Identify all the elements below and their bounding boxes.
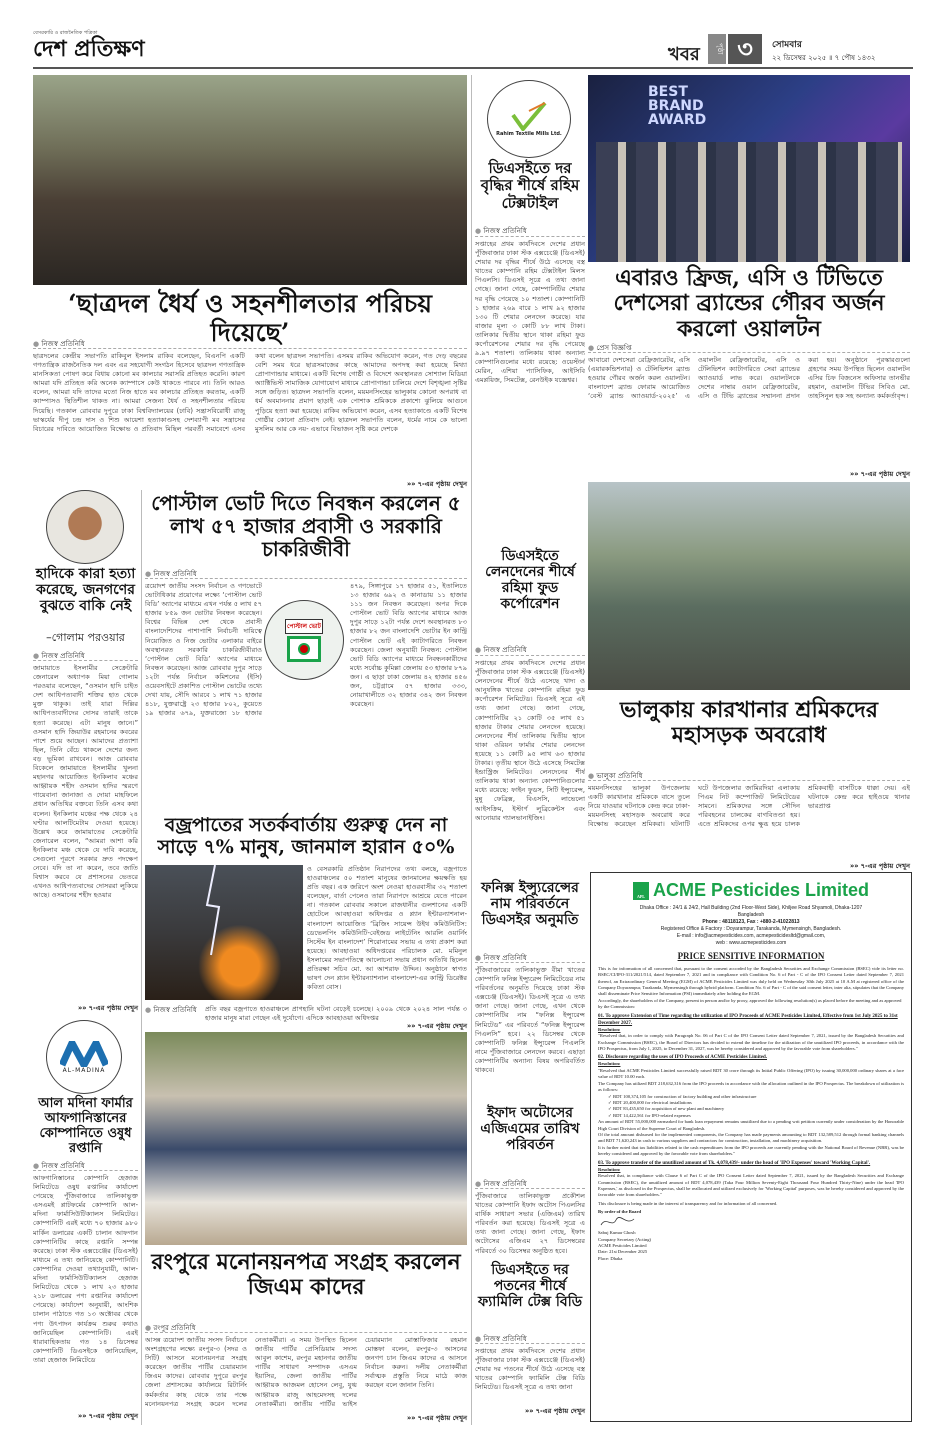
postal-body: ত্রয়োদশ জাতীয় সংসদ নির্বাচন ও গণভোটে ভোটাধিকার প্রয়োগের লক্ষ্যে ‘পোস্টাল ভোট বিডি’ অ্যাপের মাধ্যমে এখন পর্যন্ত ৫ লাখ ৫৭ হাজার ৮৫৯ জন ভোটার নিবন্ধন করেছেন। বিশ্বের বিভিন্ন দেশ থেকে প্রবাসী বাংলাদেশিদের পাশাপাশি নির্বাচনী দায়িত্বে নিয়োজিত ও নিজ ভোটার এলাকার বাইরে অবস্থানরত সরকারি চাকরিজীবীরাও ‘পোস্টাল ভোট বিডি’ অ্যাপের মাধ্যমে নিবন্ধন করেছেন। আজ রোববার দুপুর সাড়ে ১২টা পর্যন্ত নির্বাচন কমিশনের (ইসি) ওয়েবসাইটে প্রকাশিত পোস্টাল ভোটের তথ্যে দেখা যায়, সৌদি আরবে ১ লাখ ৭১ হাজার ৪১৮, যুক্তরাষ্ট্রে ২৩ হাজার ৮০২, কুয়েতে ১৯ হাজার ৬৭৯, যুক্তরাজ্যে ১৮ হাজার ৪৭৯, সিঙ্গাপুরে ১৭ হাজার ৫১, ইতালিতে ১৩ হাজার ৬৯২ ও কানাডায় ১১ হাজার ১১১ জন নিবন্ধন করেছেন। অপর দিকে পোস্টাল ভোট বিডি অ্যাপের মাধ্যমে আজ দুপুর সাড়ে ১২টা পর্যন্ত দেশে অবস্থানরত ৮৩ হাজার ৮২ জন বাংলাদেশি ভোটার ইন কান্ট্রি পোস্টাল ভোট এই ক্যাটাগরিতে নিবন্ধন করেছেন। জেলা অনুযায়ী নিবন্ধন: পোস্টাল ভোট বিডি অ্যাপের মাধ্যমে নিবন্ধনকারীদের মধ্যে সর্বোচ্চ কুমিল্লা জেলায় ৫৩ হাজার ৮৭৯ জন। এ ছাড়া ঢাকা জেলায় ৪২ হাজার ৪৫৬ জন, চট্টগ্রামে ৫৭ হাজার ৩৩৩, নোয়াখালীতে ৩২ হাজার ৩৪২ জন নিবন্ধন করেছেন। bbox=[145, 578, 467, 812]
ballot-box-icon bbox=[287, 636, 321, 662]
rahima-body: সপ্তাহের প্রথম কার্যদিবসে দেশের প্রধান পুঁজিবাজার ঢাকা স্টক এক্সচেঞ্জে (ডিএসই) লেনদেনের শীর্ষে উঠে এসেছে খাদ্য ও আনুষঙ্গিক খাতের কোম্পানি রহিমা ফুড কর্পোরেশন লিমিটেড। ডিএসই সূত্রে এই তথ্য জানা গেছে। জানা গেছে, কোম্পানিটির ২১ কোটি ৩৫ লাখ ৫১ হাজার টাকার শেয়ার লেনদেন হয়েছে। লেনদেনের শীর্ষ তালিকায় দ্বিতীয় স্থানে থাকা ওরিয়ন ফার্মার শেয়ার লেনদেন হয়েছে ১১ কোটি ৯৫ লাখ ৬৩ হাজার টাকার। তৃতীয় স্থানে উঠে এসেছে সিমটেক্স ইন্ডাস্ট্রিজ লিমিটেড। লেনদেনের শীর্ষ তালিকায় থাকা অন্যান্য কোম্পানিগুলোর মধ্যে রয়েছে: ফাইন ফুডস, সিটি ইন্স্যুরেন্স, মুন্নু ফেব্রিক্স, বিএসসি, লাভেলো আইসক্রিম, ইস্টার্ণ লুব্রিকেন্টস এবং আনোয়ার গ্যালভানাইজিং। bbox=[475, 655, 585, 875]
rangpur-byline: ● রংপুর প্রতিনিধি bbox=[145, 1322, 196, 1334]
utilization-item: ✓ BDT 100,374,105 for construction of factory building and other infrastructure bbox=[608, 1093, 757, 1099]
ifad-body: পুঁজিবাজারে তালিকাভুক্ত প্রকৌশল খাতের কোম্পানি ইফাদ অটোস পিএলসির বার্ষিক সাধারণ সভার (এজিএম) তারিখ পরিবর্তন করা হয়েছে। ডিএসই সূত্রে এ তথ্য জানা গেছে। জানা গেছে, ইফাদ অটোসের এজিএম ২৭ ডিসেম্বরের পরিবর্তে ৩০ ডিসেম্বর অনুষ্ঠিত হবে। bbox=[475, 1188, 585, 1258]
family-tex-body: সপ্তাহের প্রথম কার্যদিবসে দেশের প্রধান পুঁজিবাজার ঢাকা স্টক এক্সচেঞ্জে (ডিএসই) শেয়ার দর পতনের শীর্ষে উঠে এসেছে বস্ত্র খাতের কোম্পানি ফ্যামিলি টেক্স বিডি লিমিটেড। ডিএসই সূত্রে এ তথ্য জানা bbox=[475, 1343, 585, 1405]
phoenix-headline: ফনিক্স ইন্স্যুরেন্সের নাম পরিবর্তনে ডিএসইর অনুমতি bbox=[481, 880, 579, 929]
al-madina-headline: আল মদিনা ফার্মার আফগানিস্তানের কোম্পানিতে ওষুধ রপ্তানি bbox=[38, 1096, 133, 1156]
utilization-item: ✓ BDT 14,422,561 for IPO-related expenses bbox=[608, 1112, 691, 1118]
lightning-headline: বজ্রপাতের সতর্কবার্তায় গুরুত্ব দেন না সাড়ে ৭% মানুষ, জানমাল হারান ৫০% bbox=[157, 814, 455, 858]
continue-link[interactable]: »» ৭-এর পৃষ্ঠায় দেখুন bbox=[406, 480, 467, 488]
protest-body: ময়মনসিংহের ভালুকা উপজেলায় একটি কারখানার শ্রমিককে বাসে তুলে নিয়ে যাওয়ার ঘটনাকে কেন্দ্র করে ঢাকা-ময়মনসিংহ মহাসড়ক অবরোধ করে বিক্ষোভ করেছেন শ্রমিকরা। ঘটনাটি ঘটে উপজেলার জামিরদিয়া এলাকায় পিএম নিট কম্পোজিট লিমিটেডের সামনে। শ্রমিকদের সঙ্গে সৌদিন পরিবহনের চালকের বাগবিতণ্ডা হয়। এতে শ্রমিকদের ওপর ক্ষুব্ধ হয়ে চালক শ্রমিকবাহী বাসটিকে ধাক্কা দেয়। এই ঘটনাকে কেন্দ্র করে হাইওয়ে থানার ভারপ্রাপ্ত bbox=[588, 780, 910, 862]
page-word: পৃষ্ঠা bbox=[708, 34, 726, 64]
newspaper-logo: দেশ প্রতিক্ষণ bbox=[33, 36, 145, 62]
postal-vote-headline: পোস্টাল ভোট দিতে নিবন্ধন করলেন ৫ লাখ ৫৭ হাজার প্রবাসী ও সরকারি চাকরিজীবী bbox=[151, 491, 461, 561]
continue-link[interactable]: »» ৭-এর পৃষ্ঠায় দেখুন bbox=[849, 862, 910, 870]
page-number: ৩ bbox=[728, 34, 762, 64]
psi-resolution-2c: An amount of BDT 55,000,000 earmarked for bank loan repayment remains unutilized due to a pending writ petition currently under consideration by the Honorable High Court Division of the Supreme Court of Bangladesh. bbox=[598, 1119, 904, 1131]
psi-resolution-2e: It is further noted that tax liabilities related to the cash expenditures from the IPO proceeds are currently pending with the National Board of Revenue (NBR), was be hereby considered and approved by the favorable vote from shareholders." bbox=[598, 1144, 904, 1157]
walton-headline: এবারও ফ্রিজ, এসি ও টিভিতে দেশসেরা ব্র্যান্ডের গৌরব অর্জন করলো ওয়ালটন bbox=[613, 265, 885, 342]
protest-headline: ভালুকায় কারখানার শ্রমিকদের মহাসড়ক অবরোধ bbox=[620, 697, 878, 749]
psi-resolution-3: Resolved that, in compliance with Clause 6 of Part C of the IPO Consent Letter dated September 7, 2021, issued by the Bangladesh Securities and Exchange Commission (BSEC), the unutilized amount of BDT 4,078,439 (Taka Four Million Seventy-Eight Thousand Four Hundred Thirty-Nine) under the head 'IPO Expenses,' as disclosed in the Prospectus, shall be reallocated and utilized exclusively for 'Working Capital' purposes, was be hereby considered and approved by the favorable vote from shareholders." bbox=[598, 1173, 904, 1198]
utilization-item: ✓ BDT 20,400,000 for electrical installations bbox=[608, 1099, 692, 1105]
walton-byline: ● প্রেস বিজ্ঞপ্তি bbox=[588, 342, 632, 354]
resolution-label: Resolution: bbox=[598, 1026, 621, 1032]
ifad-headline: ইফাদ অটোসের এজিএমের তারিখ পরিবর্তন bbox=[480, 1105, 580, 1154]
al-madina-byline: ● নিজস্ব প্রতিনিধি bbox=[33, 1160, 85, 1172]
rahima-byline: ● নিজস্ব প্রতিনিধি bbox=[475, 644, 527, 656]
header-rule bbox=[33, 67, 913, 69]
postal-byline: ● নিজস্ব প্রতিনিধি bbox=[145, 568, 197, 580]
psi-date: Date: 21st December 2025 bbox=[598, 1249, 648, 1255]
phoenix-body: পুঁজিবাজারের তালিকাভুক্ত বীমা খাতের কোম্পানি ফনিক্স ইন্স্যুরেন্স লিমিটেডের নাম পরিবর্তনের অনুমতি দিয়েছে ঢাকা স্টক এক্সচেঞ্জ (ডিএসই)। ডিএসই সূত্রে এ তথ্য জানা গেছে। জানা গেছে, এখন থেকে কোম্পানিটির নাম “ফনিক্স ইন্স্যুরেন্স লিমিটেড” এর পরিবর্তে “ফনিক্স ইন্স্যুরেন্স পিএলসি” হবে। ২২ ডিসেম্বর থেকে কোম্পানিটি ফনিক্স ইন্স্যুরেন্স পিএলসি নামে পুঁজিবাজারে লেনদেন করবে। এছাড়া কোম্পানিটির অন্যান্য বিষয় অপরিবর্তিত থাকবে। bbox=[475, 962, 585, 1102]
walton-body: আবারো দেশসেরা রেফ্রিজারেটর, এসি (এয়ারকন্ডিশনার) ও টেলিভিশন ব্র্যান্ড হওয়ার গৌরব অর্জন করল ওয়ালটন। বাংলাদেশ ব্র্যান্ড ফোরাম আয়োজিত ‘বেস্ট ব্র্যান্ড অ্যাওয়ার্ড-২০২৫’ এ ওয়ালটন রেফ্রিজারেটর, এসি ও টেলিভিশন ক্যাটাগরিতে সেরা ব্র্যান্ডের অ্যাওয়ার্ড লাভ করে। ওয়ালটনকে দেশের নাম্বার ওয়ান রেফ্রিজারেটর, এসি ও টিভি ব্র্যান্ডের সম্মাননা প্রদান করা হয়। অনুষ্ঠানে পুরস্কারগুলো গ্রহণের সময় উপস্থিত ছিলেন ওয়ালটন এসির চিফ বিজনেস অফিসার তানভীর রহমান, ওয়ালটন টিভির সিবিও মো. তাহসিনুল হক সহ অন্যান্য কর্মকর্তাবৃন্দ। bbox=[588, 352, 910, 470]
resolution-label: Resolution: bbox=[598, 1166, 621, 1172]
al-madina-logo-mark-icon bbox=[60, 1041, 108, 1067]
al-madina-logo-text: AL-MADINA bbox=[62, 1066, 106, 1074]
lightning-body: ও বেসরকারি প্রতিষ্ঠান নিরাপদের তথ্য বলছে, বজ্রপাতে হাওরাঞ্চলের ৫০ শতাংশ মানুষের জানমালের ক্ষয়ক্ষতি হয় প্রতি বছর। এক জরিপে অংশ নেওয়া হাওরবাসীর ৩২ শতাংশ বলেছেন, বার্তা পেলেও তারা নিরাপদে আশ্রয়ে যেতে পারেন না। গতকাল রোববার সকালে রাজধানীর গুলশানের একটি হোটেলে আবহাওয়া অধিদপ্তর ও প্ল্যান ইন্টারন্যাশনাল-বাংলাদেশ আয়োজিত ‘ব্রিজিং সায়েন্স উইথ কমিউনিটিস: ডেভেলপিং কমিউনিটি-বেইজড লাইটেনিং আরলি ওয়ার্নিং সিস্টেম ইন বাংলাদেশ’ শিরোনামের সভায় এ তথ্য প্রকাশ করা হয়েছে। আবহাওয়া অধিদপ্তরের পরিচালক মো. মমিনুল ইসলামের সভাপতিত্বে আলোচনা সভায় প্রধান অতিথি ছিলেন প্রতিরক্ষা সচিব মো. আ আশরাফ উদ্দিন। অনুষ্ঠানে স্বাগত ভাষণ দেন প্ল্যান ইন্টারন্যাশনাল বাংলাদেশ-এর কান্ট্রি ডিরেক্টর কবিতা বোস। bbox=[307, 865, 467, 992]
rahim-body: সপ্তাহের প্রথম কার্যদিবসে দেশের প্রধান পুঁজিবাজার ঢাকা স্টক এক্সচেঞ্জে (ডিএসই) শেয়ার দর বৃদ্ধির শীর্ষে উঠে এসেছে বস্ত্র খাতের কোম্পানি রহিম টেক্সটাইল মিলস পিএলসি। ডিএসই সূত্রে এ তথ্য জানা গেছে। জানা গেছে, কোম্পানিটির শেয়ার দর বৃদ্ধি পেয়েছে ১০ শতাংশ। কোম্পানিটি ১ হাজার ২৬৯ বারে ১ লাখ ৯২ হাজার ১৩০ টি শেয়ার লেনদেন করেছে। যার বাজার মূল্য ৩ কোটি ৮৮ লাখ টাকা। তালিকার দ্বিতীয় স্থানে থাকা রহিমা ফুড কর্পোরেশনের শেয়ার দর বৃদ্ধি পেয়েছে ৯.৯৭ শতাংশ। তালিকায় থাকা অন্যান্য কোম্পানিগুলোর মধ্যে রয়েছে: ওয়েস্টার্ন মেরিন, এশিয়া প্যাসিফিক, আইসিবি এমপ্লয়িজ, সিমটেক্স, রেনউইক যজ্ঞেশ্বর। bbox=[475, 236, 585, 541]
psi-resolution-2a: "Resolved that ACME Pesticides Limited successfully raised BDT 30 crore through its Initial Public Offering (IPO) by issuing 30,000,000 ordinary shares at a face value of BDT 10.00 each. bbox=[598, 1067, 904, 1080]
continue-link[interactable]: »» ৭-এর পৃষ্ঠায় দেখুন bbox=[849, 470, 910, 478]
psi-order: By order of the Board bbox=[598, 1209, 642, 1215]
chhatradal-body: ছাত্রদলের কেন্দ্রীয় সভাপতি রাকিবুল ইসলাম রাকিব বলেছেন, বিএনপি একটি গণতান্ত্রিক রাজনৈতিক দল এবং এর সহযোগী সংগঠন হিসেবে ছাত্রদল গণতান্ত্রিক মানসিকতা পোষণ করে বিধায় কোনো মব কালচার সরাসরি প্রতিহত করেনি। কারণ আমরা যদি প্রতিহত করি অনেক ক্যাম্পাসে কেউ থাকতে পারবে না। তিনি আরও বলেন, আমরা যদি তাদের মতো নিজ হাতে মব কালচার প্রতিহত করতাম, একটি ক্যাম্পাসও স্থিতিশীল থাকত না। আমরা সেজন্য ধৈর্য ও সহনশীলতার পরিচয় দিয়েছি। গতকাল রোববার দুপুরে ঢাকা বিশ্ববিদ্যালয়ের (ঢাবি) সন্ত্রাসবিরোধী রাজু ভাস্কর্যের দীপু চন্দ্র দাস ও শিশু আয়েশা হত্যাকাণ্ডসহ দেশব্যাপী মব সন্ত্রাসের বিচারের দাবিতে আয়োজিত বিক্ষোভ ও প্রতিবাদ মিছিল পরবর্তী সমাবেশে এসব কথা বলেন ছাত্রদল সভাপতি। এসময় রাকিব অভিযোগ করেন, গত দেড় বছরের বেশি সময় ধরে ছাত্রসমাজের কাছে আমাদের অপদস্থ করা হয়েছে মিথ্যা প্রোপাগান্ডার মাধ্যমে। একটি বিশেষ গোষ্ঠী ও বিদেশে অবস্থানরত সোশ্যাল মিডিয়া অ্যাক্টিভিস্ট সামাজিক যোগাযোগ মাধ্যমে প্রোপাগান্ডা চালিয়ে দেশে বিশৃঙ্খলা সৃষ্টির সঙ্গে জড়িত। ছাত্রদল সভাপতি বলেন, ময়মনসিংহের ভালুকায় কোনো অপরাধ বা ধর্ম অবমাননার প্রমাণ ছাড়াই এক পোশাক শ্রমিককে প্রকাশ্যে ঝুলিয়ে আগুনে পুড়িয়ে হত্যা করা হয়েছে। রাকিব অভিযোগ করেন, এসব হত্যাকাণ্ডে একটি বিশেষ গোষ্ঠীর কোনো প্রতিবাদ নেই। ছাত্রদল সভাপতি বলেন, ধর্মের নামে কে ভালো মুসলিম আর কে নয়- এভাবে বিভাজন সৃষ্টি করে দেশকে bbox=[33, 348, 467, 478]
issue-date: ২২ ডিসেম্বর ২০২৫ ॥ ৭ পৌষ ১৪৩২ bbox=[772, 54, 876, 62]
phoenix-byline: ● নিজস্ব প্রতিনিধি bbox=[475, 952, 527, 964]
signatory-name: Sabuj Kumar Ghosh bbox=[598, 1230, 636, 1236]
continue-link[interactable]: »» ৭-এর পৃষ্ঠায় দেখুন bbox=[77, 1412, 138, 1420]
rahim-logo-mark-icon bbox=[509, 101, 549, 131]
golam-headline: হাদিকে কারা হত্যা করেছে, জনগণের বুঝতে বাকি নেই bbox=[35, 566, 136, 615]
chhatradal-headline: ‘ছাত্রদল ধৈর্য ও সহনশীলতার পরিচয় দিয়েছে’ bbox=[68, 289, 432, 347]
acme-web: web : www.acmepesticides.com bbox=[715, 940, 787, 947]
utilization-item: ✓ BDT 83,435,650 for acquisition of new plant and machinery bbox=[608, 1106, 725, 1112]
masthead bbox=[33, 30, 145, 60]
section-label: খবর bbox=[668, 44, 700, 65]
golam-body: জামায়াতে ইসলামীর সেক্রেটারি জেনারেল অধ্যাপক মিয়া গোলাম পরওয়ার বলেছেন, “ওসমান হাদি চাইত দেশ আধিপত্যবাদী শক্তির হাত থেকে মুক্ত থাকুক। তাই যারা দিল্লির আধিপত্যবাদীদের দোসর তারাই তাকে হত্যা করেছে। এটা মানুষ জানে।” ওসমান হাদি জিয়াউর রহমানের কবরের পাশে শুয়ে আছেন। আমাদের প্রত্যাশা ছিল, তিনি বেঁচে থাকলে দেশের জন্য বড় ভূমিকা রাখবেন। আজ রোববার বিকেলে জামায়াতে ইসলামীর খুলনা মহানগর আয়োজিত ইনকিলাব মঞ্চের আহ্বায়ক শহীদ ওসমান হাদির স্মরণে গায়েবানা জানাজা ও দোয়া মাহফিলে প্রধান অতিথির বক্তব্যে তিনি এসব কথা বলেন। ইনকিলাব মঞ্চের পক্ষ থেকে ২৪ ঘণ্টার আলটিমেটাম দেওয়া হয়েছে। উল্লেখ করে জামায়াতের সেক্রেটারি জেনারেল বলেন, “আমরা আশা করি ইনকিলাব মঞ্চ থেকে যে দাবি করেছে, সেগুলো পূরণে সরকার দ্রুত পদক্ষেপ নেবে। যদি তা না করেন, তবে জাতি বিশ্বাস করবে যে প্রশাসনের ভেতরে এখনও আধিপত্যবাদের দোসররা লুকিয়ে আছে। ওসমানের শহীদ হওয়ার bbox=[33, 660, 138, 1000]
protest-byline: ● ভালুকা প্রতিনিধি bbox=[588, 770, 643, 782]
divider bbox=[141, 490, 142, 1425]
psi-resolution-2d: Of the total amount disbursed for the implemented components, the Company has made payments amounting to BDT 132,589,512 through formal banking channels and BDT 71,620,243 in cash to various suppliers and contractors for construction, installation, and machinery acquisition. bbox=[598, 1132, 904, 1144]
continue-link[interactable]: »» ৭-এর পৃষ্ঠায় দেখুন bbox=[524, 1407, 585, 1415]
rahim-textile-logo bbox=[487, 80, 571, 158]
psi-intro-2: Accordingly, the shareholders of the Company, present in person and/or by proxy, approved the following resolution(s) as placed before the meeting and as approved by the Commission: bbox=[598, 997, 902, 1010]
psi-title: PRICE SENSITIVE INFORMATION bbox=[677, 951, 825, 962]
continue-link[interactable]: »» ৭-এর পৃষ্ঠায় দেখুন bbox=[406, 1022, 467, 1030]
psi-item-2: 02. Disclosure regarding the uses of IPO Proceeds of ACME Pesticides Limited. bbox=[598, 1055, 768, 1061]
lightning-byline: ● নিজস্ব প্রতিনিধি bbox=[145, 1004, 197, 1016]
signatory-role: Company Secretary (Acting) bbox=[598, 1236, 652, 1242]
postal-vote-logo bbox=[264, 600, 344, 680]
al-madina-logo bbox=[46, 1020, 122, 1094]
chhatradal-byline: ● নিজস্ব প্রতিনিধি bbox=[33, 338, 85, 350]
acme-company-name: ACME Pesticides Limited bbox=[652, 880, 870, 900]
continue-link[interactable]: »» ৭-এর পৃষ্ঠায় দেখুন bbox=[406, 1414, 467, 1422]
family-tex-byline: ● নিজস্ব প্রতিনিধি bbox=[475, 1333, 527, 1345]
golam-porwar-photo bbox=[46, 490, 124, 564]
signatory-company: ACME Pesticides Limited bbox=[598, 1242, 647, 1248]
acme-logo-mark: APL bbox=[633, 882, 649, 900]
people-group bbox=[596, 142, 902, 262]
acme-registered-office: Registered Office & Factory : Doyarampur, Tarakanda, Mymensingh, Bangladesh. bbox=[660, 926, 842, 933]
continue-link[interactable]: »» ৭-এর পৃষ্ঠায় দেখুন bbox=[77, 1004, 138, 1012]
psi-place: Place: Dhaka bbox=[598, 1255, 623, 1261]
rahim-headline: ডিএসইতে দর বৃদ্ধির শীর্ষে রহিম টেক্সটাইল bbox=[480, 159, 580, 212]
signature-icon bbox=[598, 1216, 638, 1228]
psi-resolution-1: "Resolved that, in order to comply with Paragraph No. 06 of Part C of the IPO Consent Letter dated September 7, 2021, issued by the Bangladesh Securities and Exchange Commission (BSEC), the Board of Directors has decided to extend the timeline for the utilization of the unutilized IPO proceeds, in accordance with the IPO Prospectus, from July 1, 2025, to December 31, 2027, was be hereby considered and approved by the favorable vote from shareholders." bbox=[598, 1033, 904, 1051]
rahim-byline: ● নিজস্ব প্রতিনিধি bbox=[475, 225, 527, 237]
family-tex-headline: ডিএসইতে দর পতনের শীর্ষে ফ্যামিলি টেক্স বিডি bbox=[477, 1262, 582, 1311]
divider bbox=[471, 75, 472, 1425]
rangpur-body: আসন্ন ত্রয়োদশ জাতীয় সংসদ নির্বাচনে অংশগ্রহণের লক্ষ্যে রংপুর-৩ (সদর ও সিটি) আসনে মনোনয়নপত্র সংগ্রহ করেছেন জাতীয় পার্টির চেয়ারম্যান জিএম কাদের। রোববার দুপুরে রংপুর জেলা প্রশাসকের কার্যালয়ে রিটার্নিং কর্মকর্তার কাছ থেকে তার পক্ষে মনোনয়নপত্র সংগ্রহ করেন দলের নেতাকর্মীরা। এ সময় উপস্থিত ছিলেন জাতীয় পার্টির প্রেসিডিয়াম সদস্য আবুল কাশেম, রংপুর মহানগর জাতীয় পার্টির সাধারণ সম্পাদক এসএম ইয়াসির, জেলা জাতীয় পার্টির আহ্বায়ক আজমল হোসেন লেবু, যুগ্ম আহ্বায়ক রাজু আহমেদসহ দলের নেতাকর্মীরা। জাতীয় পার্টির ভাইস চেয়ারম্যান মোস্তাফিজার রহমান মোস্তফা বলেন, রংপুর-৩ আসনের জনগণ চান জিএম কাদের এ আসনে নির্বাচন করুন। দলীয় নেতাকর্মীরা সর্বাত্মক প্রস্তুতি নিয়ে মাঠে কাজ করছেন বলে জানান তিনি। bbox=[145, 1332, 467, 1412]
postal-vote-logo-text: পোস্টাল ভোট bbox=[285, 619, 323, 634]
golam-attribution: –গোলাম পরওয়ার bbox=[46, 631, 125, 644]
lightning-fire-image bbox=[145, 865, 303, 1000]
acme-dhaka-office: Dhaka Office : 24/1 & 24/2, Hall Building (2nd Floor-West Side), Khiljee Road Shyamoli, Dhaka-1207 Bangladesh bbox=[639, 905, 863, 919]
rally-photo bbox=[33, 75, 467, 285]
rahima-headline: ডিএসইতে লেনদেনের শীর্ষে রহিমা ফুড কর্পোরেশন bbox=[485, 548, 575, 613]
al-madina-body: আফগানিস্তানের কোম্পানি হেজাজ লিমিটেডে ওষুধ রপ্তানির কার্যাদেশ পেয়েছে পুঁজিবাজারে তালিকাভুক্ত এসএমই প্লাটফর্মের কোম্পানি আল-মদিনা ফার্মাসিউটিক্যালস লিমিটেড। কোম্পানিটি এরই মধ্যে ৭০ হাজার ৯৮০ মার্কিন ডলারের একটি চালান আফগান কোম্পানিটির কাছে রপ্তানি সম্পন্ন করেছে। ঢাকা স্টক এক্সচেঞ্জের (ডিএসই) মাধ্যমে এ তথ্য জানিয়েছে কোম্পানিটি। কোম্পানির দেওয়া তথ্যানুযায়ী, আল-মদিনা ফার্মাসিউটিক্যালস হেজাজ লিমিটেডে থেকে ১ লাখ ২৩ হাজার ২১৮ ডলারের পণ্য রপ্তানির কার্যাদেশ পেয়েছে। কার্যাদেশ অনুযায়ী, আংশিক চালান পাঠাতে গত ১৩ অক্টোবর থেকে পণ্য উৎপাদন কার্যক্রম শুরুর কথাও জানিয়েছিল কোম্পানিটি। এরই ধারাবাহিকতায় গত ১৪ ডিসেম্বর কোম্পানিটি ডিএসইকে জানিয়েছিল, তারা হেজাজ লিমিটেডে bbox=[33, 1170, 138, 1408]
issue-day: সোমবার bbox=[772, 40, 802, 50]
acme-phone: Phone : 48118123, Fax : +880-2-41022813 bbox=[702, 919, 800, 926]
psi-item-3: 03. To approve transfer of the unutilized amount of Tk. 4,078,439/- under the head of 'IPO Expenses' toward 'Working Capital'. bbox=[598, 1160, 871, 1166]
lightning-bolt-icon bbox=[145, 865, 303, 1000]
ifad-byline: ● নিজস্ব প্রতিনিধি bbox=[475, 1178, 527, 1190]
resolution-label: Resolution: bbox=[598, 1061, 621, 1067]
nomination-photo bbox=[145, 1032, 467, 1245]
psi-item-1: 01. To approve Extension of Time regarding the utilization of IPO Proceeds of ACME Pesticides Limited, Effective from 1st July 2025 to 31st December 2027. bbox=[598, 1013, 898, 1026]
award-backdrop-text: BEST BRAND AWARD bbox=[648, 84, 707, 128]
lightning-lead: প্রতি বছর বজ্রপাতে হাওরাঞ্চলে প্রাণহানি ঘটনা বেড়েই চলেছে। ২০০৯ থেকে ২০২৪ সাল পর্যন্ত ৩ হাজার মানুষ মারা গেছেন এই দুর্যোগে। এদিকে আবহাওয়া অধিদপ্তর bbox=[205, 1005, 467, 1023]
rahim-logo-text: Rahim Textile Mills Ltd. bbox=[496, 131, 562, 137]
rangpur-headline: রংপুরে মনোনয়নপত্র সংগ্রহ করলেন জিএম কাদের bbox=[151, 1249, 461, 1301]
masthead-tagline: বেসরকারি ও রাজনৈতিক পত্রিকা bbox=[33, 30, 98, 36]
psi-closing: This disclosure is being made in the interest of transparency and for information of all concerned. bbox=[598, 1200, 778, 1206]
psi-intro: This is for information of all concerned that, pursuant to the consent accorded by the Bangladesh Securities and Exchange Commission (BSEC) vide its letter no. BSEC/CI/IPO-311/2021/514, dated September 7, 2021 and in compliance with Condition No. 6 of Part - C of the IPO Consent Letter dated September 7, 2021 thereof, an Extraordinary General Meeting (EGM) of ACME Pesticides Limited was duly held on Wednesday 30th July 2025 at 10 A.M at registered office of the Company Doyarampur, Tarakanda, Mymensingh through hybrid platform. Condition No. 6 of Part - C of the said consent letter, inter alia, stipulates that the Company shall disseminate Price Sensitive Information (PSI) immediately after holding the EGM. bbox=[598, 965, 904, 997]
acme-price-sensitive-ad bbox=[590, 872, 912, 1422]
golam-byline: ● নিজস্ব প্রতিনিধি bbox=[33, 650, 85, 662]
highway-protest-photo bbox=[588, 482, 910, 690]
acme-email: E-mail : info@acmepesticides.com, acmepesticidesltd@gmail.com, bbox=[676, 933, 826, 940]
walton-award-photo bbox=[588, 75, 910, 262]
psi-resolution-2b: The Company has utilized BDT 218,632,316 from the IPO proceeds in accordance with the allocation outlined in the IPO Prospectus. The breakdown of utilization is as follows: bbox=[598, 1080, 904, 1093]
